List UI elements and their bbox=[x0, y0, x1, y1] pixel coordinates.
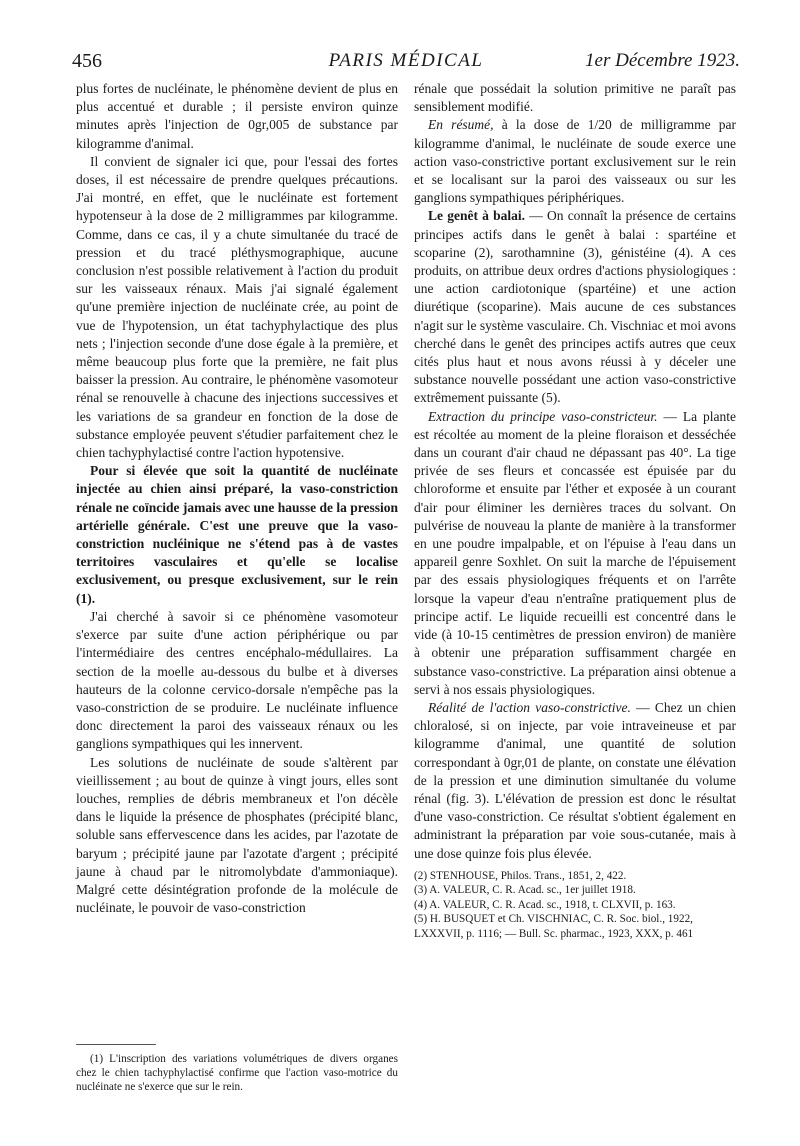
page-header bbox=[72, 50, 740, 74]
footnote-divider bbox=[76, 1044, 156, 1045]
section-paragraph bbox=[414, 207, 736, 407]
paragraph-lead: En résumé, bbox=[428, 117, 494, 133]
paragraph-body: — Chez un chien chloralosé, si on injecte, par voie intraveineuse et par kilogramme d'animal, une quantité de solution correspondant à 0gr,01 de plante, on constate une élévation de la pression et une diminution simultanée du volume rénal (fig. 3). L'élévation de pression est donc le résultat d'une vaso-constriction. Ce résultat s'obtient également en administrant la préparation par voie sous-cutanée, mais à une dose quinze fois plus élevée. bbox=[414, 699, 736, 861]
subsection-heading: Extraction du principe vaso-constricteur. bbox=[428, 408, 658, 424]
paragraph bbox=[414, 116, 736, 207]
paragraph bbox=[414, 408, 736, 699]
paragraph bbox=[414, 699, 736, 863]
footnote bbox=[76, 1052, 398, 1094]
paragraph: J'ai cherché à savoir si ce phénomène vasomoteur s'exerce par suite d'une action périphérique ou par l'intermédiaire des centres encéphalo-médullaires. La section de la moelle au-dessous du bulbe et à diverses hauteurs de la colonne cervico-dorsale n'empêche pas la vaso-constriction de se produire. Le nucléinate influence donc directement la paroi des vaisseaux rénaux ou les ganglions sympathiques qui les innervent. bbox=[76, 608, 398, 752]
reference-item: (5) H. BUSQUET et Ch. VISCHNIAC, C. R. Soc. biol., 1922, LXXXVII, p. 1116; — Bull. Sc. pharmac., 1923, XXX, p. 461 bbox=[414, 913, 694, 940]
issue-date: 1er Décembre 1923. bbox=[585, 50, 740, 71]
paragraph-body: — La plante est récoltée au moment de la pleine floraison et desséchée dans un courant d'air chaud ne dépassant pas 40°. La tige privée de ses fleurs et concassée est épuisée par du chloroforme et ensuite par l'éther et exposée à un courant d'air pour éliminer les dernières traces du solvant. On pulvérise de nouveau la plante de manière à la transformer en une poudre impalpable, et on l'épuise à l'eau dans un appareil genre Soxhlet. On suit la marche de l'épuisement par des essais physiologiques fréquents et on l'arrête lorsque la vapeur d'eau n'entraîne pratiquement plus de principe actif. Le liquide recueilli est concentré dans le vide (à 10-15 centimètres de pression environ) de manière à obtenir une préparation suffisamment chargée en substance vaso-constrictive. La préparation ainsi obtenue a servi à nos essais physiologiques. bbox=[414, 408, 736, 697]
reference-item: (4) A. VALEUR, C. R. Acad. sc., 1918, t. CLXVII, p. 163. bbox=[414, 898, 676, 911]
paragraph-bold: Pour si élevée que soit la quantité de nucléinate injectée au chien ainsi préparé, la vaso-constriction rénale ne coïncide jamais avec une hausse de la pression artérielle générale. C'est une preuve que la vaso-constriction nucléinique ne s'étend pas à de vastes territoires vasculaires et qu'elle se localise exclusivement, ou presque exclusivement, sur le rein (1). bbox=[76, 463, 398, 606]
page-number: 456 bbox=[72, 50, 102, 72]
footnote-text: (1) L'inscription des variations volumétriques de divers organes chez le chien tachyphylactisé confirme que l'action vaso-motrice du nucléinate ne s'exerce que sur le rein. bbox=[76, 1053, 398, 1093]
paragraph: plus fortes de nucléinate, le phénomène devient de plus en plus accentué et durable ; il persiste environ quinze minutes après l'injection de 0gr,005 de substance par kilogramme d'animal. bbox=[76, 81, 398, 151]
right-column bbox=[414, 80, 736, 941]
paragraph: Il convient de signaler ici que, pour l'essai des fortes doses, il est nécessaire de prendre quelques précautions. J'ai montré, en effet, que le nucléinate est fortement hypotenseur à la dose de 2 milligrammes par kilogramme. Comme, dans ce cas, il y a chute simultanée du tracé de pression et du tracé pléthysmographique, aucune conclusion n'est possible relativement à l'action du produit sur les vaisseaux rénaux. Mais j'ai signalé également qu'une première injection de nucléinate crée, au point de vue de l'hypotension, un état tachyphylactique des plus nets ; l'injection seconde d'une dose égale à la première, et même beaucoup plus forte que la première, ne fait plus baisser la pression. Au contraire, le phénomène vasomoteur rénal se renouvelle à chacune des injections successives et les variations de sa grandeur en fonction de la dose de substance employée peuvent s'étudier parfaitement chez le chien tachyphylactisé contre l'action hypotensive. bbox=[76, 153, 398, 461]
paragraph-body: — On connaît la présence de certains principes actifs dans le genêt à balai : spartéine et scoparine (2), sarothamnine (3), génistéine (4). A ces produits, on attribue deux ordres d'actions physiologiques : une action cardiotonique (spartéine) et une action diurétique (scoparine). Mais aucune de ces substances n'agit sur le système vasculaire. Ch. Vischniac et moi avons cherché dans le genêt des principes actifs autres que ceux cités plus haut et nous avons réussi à y déceler une substance nouvelle possédant une action vaso-constrictive extrêmement puissante (5). bbox=[414, 208, 736, 406]
paragraph: Les solutions de nucléinate de soude s'altèrent par vieillissement ; au bout de quinze à vingt jours, elles sont louches, remplies de débris membraneux et l'on décèle dans le liquide la présence de phosphates (précipité blanc, soluble sans effervescence dans les acides, par l'azotate de baryum ; précipité jaune par l'azotate d'argent ; précipité jaune à chaud par le nitromolybdate d'ammoniaque). Malgré cette désintégration profonde de la molécule de nucléinate, le pouvoir de vaso-constriction bbox=[76, 754, 398, 916]
journal-title: PARIS MÉDICAL bbox=[328, 50, 484, 71]
left-column bbox=[76, 80, 398, 917]
paragraph-body: à la dose de 1/20 de milligramme par kilogramme d'animal, le nucléinate de soude exerce une action vaso-constrictive portant exclusivement sur le rein et se localisant sur la paroi des vaisseaux ou sur les ganglions sympathiques périphériques. bbox=[414, 117, 736, 206]
reference-item: (2) STENHOUSE, Philos. Trans., 1851, 2, 422. bbox=[414, 869, 627, 882]
reference-item: (3) A. VALEUR, C. R. Acad. sc., 1er juillet 1918. bbox=[414, 884, 636, 897]
paragraph: rénale que possédait la solution primitive ne paraît pas sensiblement modifié. bbox=[414, 81, 736, 115]
references bbox=[414, 869, 736, 942]
section-heading: Le genêt à balai. bbox=[428, 208, 526, 224]
subsection-heading: Réalité de l'action vaso-constrictive. bbox=[428, 699, 631, 715]
